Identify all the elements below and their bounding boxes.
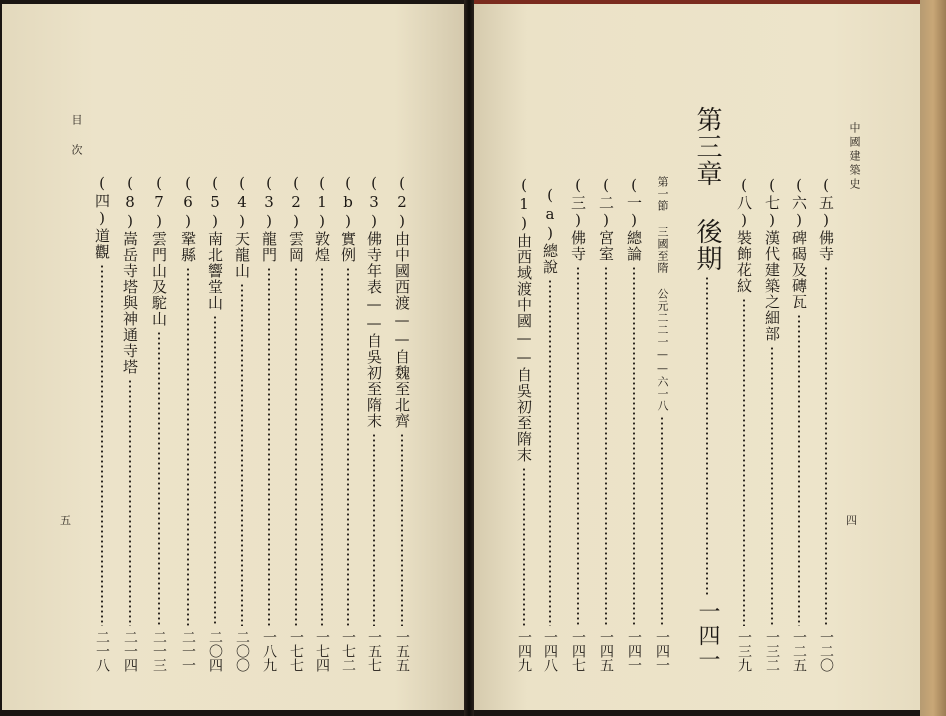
toc-entry-title: (八)裝飾花紋 — [735, 176, 753, 294]
toc-entry-page: 一七四 — [314, 630, 330, 672]
toc-entry-title: (1)敦煌 — [313, 174, 331, 263]
toc-entry-page: 一二〇 — [818, 630, 834, 672]
right-running-head: 中國建築史 — [848, 122, 861, 192]
toc-entry[interactable] — [392, 174, 412, 672]
toc-entry-title: (b)實例 — [339, 174, 357, 263]
toc-leader-dots — [347, 267, 349, 626]
toc-leader-dots — [214, 315, 216, 626]
toc-leader-dots — [605, 266, 607, 626]
toc-entry-page: 一四九 — [516, 630, 532, 672]
toc-entry[interactable] — [624, 176, 644, 672]
toc-entry-page: 一四七 — [570, 630, 586, 672]
toc-entry-title: (二)宮室 — [597, 176, 615, 262]
toc-entry-page: 二〇〇 — [234, 630, 250, 672]
toc-leader-dots — [129, 379, 131, 626]
toc-entry-page: 二一四 — [122, 630, 138, 672]
toc-entry-page: 一五七 — [366, 630, 382, 672]
toc-entry-title: (2)由中國西渡——自魏至北齊 — [393, 174, 411, 429]
left-running-head: 目 次 — [70, 114, 83, 158]
toc-leader-dots — [523, 467, 525, 626]
book-right-edge — [920, 0, 946, 716]
toc-entry[interactable] — [816, 176, 836, 672]
toc-leader-dots — [743, 298, 745, 626]
toc-entry-page: 一四一 — [654, 630, 670, 672]
toc-entry-title: (五)佛寺 — [817, 176, 835, 262]
toc-leader-dots — [295, 267, 297, 626]
toc-entry-title: (三)佛寺 — [569, 176, 587, 262]
toc-leader-dots — [268, 267, 270, 626]
book-gutter — [464, 0, 474, 716]
right-folio: 四 — [846, 514, 857, 527]
toc-entry-page: 一八九 — [261, 630, 277, 672]
toc-entry[interactable] — [364, 174, 384, 672]
left-page — [2, 4, 464, 710]
toc-leader-dots — [373, 433, 375, 626]
toc-entry[interactable] — [762, 176, 782, 672]
toc-entry-page: 二一一 — [180, 630, 196, 672]
toc-entry[interactable] — [789, 176, 809, 672]
toc-entry[interactable] — [338, 174, 358, 672]
toc-entry[interactable] — [120, 174, 140, 672]
toc-entry-page: 二一八 — [94, 630, 110, 672]
toc-leader-dots — [241, 283, 243, 626]
toc-entry[interactable] — [178, 174, 198, 672]
toc-entry[interactable] — [540, 186, 560, 672]
chapter-entry[interactable] — [692, 106, 722, 672]
toc-leader-dots — [321, 267, 323, 626]
toc-entry-title: (4)天龍山 — [233, 174, 251, 279]
toc-entry[interactable] — [92, 174, 112, 672]
toc-entry-page: 一四八 — [542, 630, 558, 672]
toc-entry-title: (六)碑碣及磚瓦 — [790, 176, 808, 310]
toc-entry-page: 一二五 — [791, 630, 807, 672]
toc-entry[interactable] — [596, 176, 616, 672]
toc-entry-title: (7)雲門山及駝山 — [150, 174, 168, 327]
toc-entry-title: (1)由西域渡中國——自吳初至隋末 — [515, 176, 533, 463]
toc-entry-title: (3)佛寺年表——自吳初至隋末 — [365, 174, 383, 429]
toc-leader-dots — [798, 314, 800, 626]
toc-leader-dots — [825, 266, 827, 626]
toc-entry[interactable] — [259, 174, 279, 672]
toc-entry[interactable] — [149, 174, 169, 672]
toc-leader-dots — [158, 331, 160, 626]
toc-leader-dots — [661, 416, 663, 626]
toc-entry-page: 一四五 — [598, 630, 614, 672]
toc-entry-title: (四)道觀 — [93, 174, 111, 260]
toc-entry-page: 一七七 — [288, 630, 304, 672]
toc-entry-title: (8)嵩岳寺塔與神通寺塔 — [121, 174, 139, 375]
toc-entry-title: (3)龍門 — [260, 174, 278, 263]
toc-leader-dots — [101, 264, 103, 626]
toc-leader-dots — [549, 279, 551, 626]
left-folio: 五 — [60, 514, 71, 527]
toc-entry-title: (6)鞏縣 — [179, 174, 197, 263]
right-page — [474, 4, 920, 710]
toc-entry-page: 二〇四 — [207, 630, 223, 672]
toc-entry[interactable] — [568, 176, 588, 672]
toc-leader-dots — [577, 266, 579, 626]
toc-entry[interactable] — [312, 174, 332, 672]
toc-entry-title: 第三章 後期 — [692, 106, 722, 272]
toc-entry-title: (一)總論 — [625, 176, 643, 262]
toc-entry[interactable] — [514, 176, 534, 672]
toc-leader-dots — [771, 346, 773, 626]
toc-entry-page: 一三二 — [764, 630, 780, 672]
toc-entry-page: 一三九 — [736, 630, 752, 672]
toc-entry[interactable] — [205, 174, 225, 672]
toc-leader-dots — [706, 276, 708, 596]
toc-entry-title: (2)雲岡 — [287, 174, 305, 263]
toc-entry-title: 第一節 三國至隋 公元二二一——六一八 — [656, 176, 669, 412]
toc-entry[interactable] — [286, 174, 306, 672]
toc-entry-page: 二一三 — [151, 630, 167, 672]
toc-leader-dots — [401, 433, 403, 626]
section-entry[interactable] — [652, 176, 672, 672]
toc-entry-page: 一四一 — [695, 600, 720, 672]
toc-entry-page: 一四一 — [626, 630, 642, 672]
toc-entry-page: 一七二 — [340, 630, 356, 672]
toc-entry-title: (5)南北響堂山 — [206, 174, 224, 311]
toc-leader-dots — [633, 266, 635, 626]
toc-entry-title: (a)總說 — [541, 186, 559, 275]
toc-entry[interactable] — [232, 174, 252, 672]
toc-entry-title: (七)漢代建築之細部 — [763, 176, 781, 342]
toc-leader-dots — [187, 267, 189, 626]
toc-entry-page: 一五五 — [394, 630, 410, 672]
toc-entry[interactable] — [734, 176, 754, 672]
